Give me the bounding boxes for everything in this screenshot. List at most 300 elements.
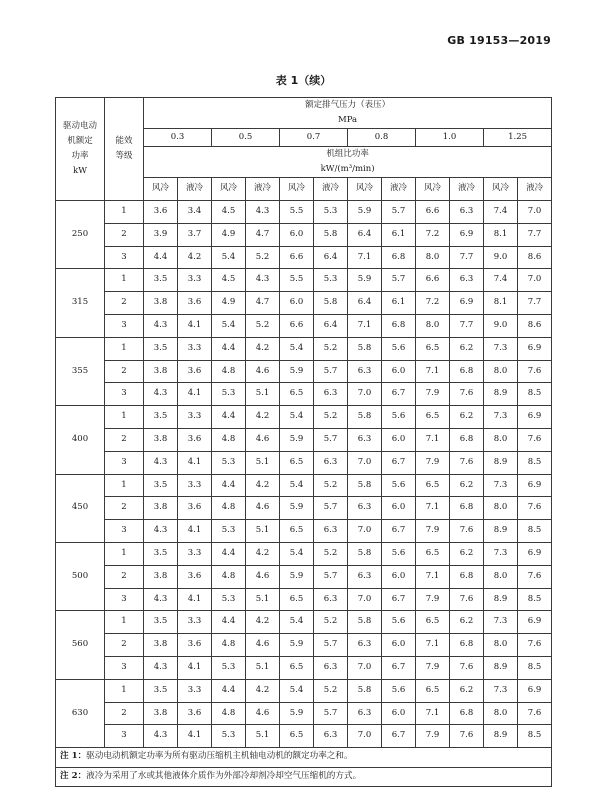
value-cell: 5.2	[314, 337, 348, 360]
value-cell: 5.1	[246, 588, 280, 611]
table-row	[56, 246, 552, 269]
power-cell: 315	[56, 269, 105, 337]
value-cell: 7.7	[518, 223, 552, 246]
value-cell: 3.8	[144, 292, 178, 315]
value-cell: 5.9	[280, 565, 314, 588]
value-cell: 6.3	[314, 451, 348, 474]
table-title: 表 1（续）	[275, 74, 332, 87]
value-cell: 7.1	[348, 246, 382, 269]
value-cell: 6.0	[382, 360, 416, 383]
value-cell: 5.8	[348, 679, 382, 702]
value-cell: 6.3	[450, 269, 484, 292]
value-cell: 6.9	[518, 474, 552, 497]
table-row	[56, 201, 552, 224]
level-cell: 1	[105, 611, 144, 634]
level-cell: 1	[105, 474, 144, 497]
value-cell: 4.2	[246, 611, 280, 634]
value-cell: 4.7	[246, 223, 280, 246]
value-cell: 7.1	[416, 497, 450, 520]
value-cell: 5.3	[212, 725, 246, 748]
value-cell: 5.2	[314, 542, 348, 565]
value-cell: 6.6	[416, 201, 450, 224]
value-cell: 5.2	[314, 474, 348, 497]
value-cell: 3.8	[144, 565, 178, 588]
value-cell: 4.4	[212, 542, 246, 565]
cooling-type-header: 液冷	[518, 178, 552, 201]
value-cell: 6.9	[518, 542, 552, 565]
value-cell: 6.2	[450, 679, 484, 702]
value-cell: 6.5	[416, 542, 450, 565]
value-cell: 5.6	[382, 337, 416, 360]
value-cell: 8.0	[416, 314, 450, 337]
value-cell: 6.0	[382, 497, 416, 520]
level-cell: 2	[105, 428, 144, 451]
value-cell: 6.9	[450, 223, 484, 246]
value-cell: 5.2	[246, 314, 280, 337]
value-cell: 6.9	[518, 679, 552, 702]
table-row	[56, 292, 552, 315]
pressure-header-unit: MPa	[338, 115, 358, 125]
value-cell: 4.2	[246, 679, 280, 702]
value-cell: 5.9	[280, 360, 314, 383]
power-cell: 560	[56, 611, 105, 679]
value-cell: 3.5	[144, 269, 178, 292]
value-cell: 3.6	[178, 292, 212, 315]
value-cell: 5.3	[212, 451, 246, 474]
table-notes	[56, 748, 552, 787]
table-row	[56, 451, 552, 474]
value-cell: 3.3	[178, 269, 212, 292]
value-cell: 5.9	[280, 634, 314, 657]
standard-code: GB 19153—2019	[447, 34, 551, 47]
value-cell: 7.6	[518, 428, 552, 451]
table-row	[56, 474, 552, 497]
table-row	[56, 337, 552, 360]
level-cell: 3	[105, 383, 144, 406]
value-cell: 6.3	[314, 656, 348, 679]
value-cell: 6.0	[280, 292, 314, 315]
value-cell: 4.1	[178, 383, 212, 406]
value-cell: 5.8	[348, 474, 382, 497]
value-cell: 6.5	[280, 725, 314, 748]
value-cell: 4.6	[246, 428, 280, 451]
value-cell: 8.9	[484, 451, 518, 474]
value-cell: 3.7	[178, 223, 212, 246]
value-cell: 4.6	[246, 360, 280, 383]
value-cell: 3.8	[144, 497, 178, 520]
cooling-type-header: 风冷	[484, 178, 518, 201]
cooling-type-header: 液冷	[246, 178, 280, 201]
table-row	[56, 542, 552, 565]
pressure-value: 1.25	[484, 129, 552, 147]
value-cell: 7.3	[484, 542, 518, 565]
value-cell: 4.8	[212, 360, 246, 383]
value-cell: 7.9	[416, 383, 450, 406]
value-cell: 4.2	[246, 542, 280, 565]
value-cell: 6.1	[382, 223, 416, 246]
value-cell: 5.8	[314, 223, 348, 246]
value-cell: 5.2	[314, 679, 348, 702]
value-cell: 5.5	[280, 201, 314, 224]
level-cell: 1	[105, 269, 144, 292]
value-cell: 7.7	[518, 292, 552, 315]
note-label: 注 2：	[60, 770, 87, 781]
note-row	[56, 767, 552, 787]
table-header	[56, 98, 552, 201]
value-cell: 7.1	[348, 314, 382, 337]
value-cell: 8.5	[518, 725, 552, 748]
value-cell: 6.9	[450, 292, 484, 315]
value-cell: 4.3	[144, 451, 178, 474]
value-cell: 7.0	[348, 588, 382, 611]
value-cell: 5.3	[212, 588, 246, 611]
header-row-pressure	[56, 98, 552, 129]
level-cell: 2	[105, 702, 144, 725]
value-cell: 6.9	[518, 611, 552, 634]
cooling-type-header: 液冷	[178, 178, 212, 201]
value-cell: 5.4	[280, 474, 314, 497]
cooling-type-header: 液冷	[450, 178, 484, 201]
level-cell: 1	[105, 542, 144, 565]
value-cell: 5.2	[314, 611, 348, 634]
level-cell: 3	[105, 314, 144, 337]
value-cell: 8.9	[484, 588, 518, 611]
value-cell: 3.8	[144, 702, 178, 725]
value-cell: 7.3	[484, 337, 518, 360]
level-cell: 3	[105, 451, 144, 474]
value-cell: 4.8	[212, 428, 246, 451]
value-cell: 4.1	[178, 314, 212, 337]
value-cell: 6.2	[450, 611, 484, 634]
value-cell: 6.3	[348, 360, 382, 383]
value-cell: 5.9	[348, 201, 382, 224]
value-cell: 4.1	[178, 520, 212, 543]
power-cell: 630	[56, 679, 105, 747]
value-cell: 4.1	[178, 656, 212, 679]
power-cell: 450	[56, 474, 105, 542]
value-cell: 7.9	[416, 588, 450, 611]
value-cell: 5.4	[212, 246, 246, 269]
value-cell: 6.8	[450, 634, 484, 657]
value-cell: 3.3	[178, 542, 212, 565]
value-cell: 4.3	[144, 520, 178, 543]
value-cell: 6.7	[382, 520, 416, 543]
value-cell: 6.8	[382, 314, 416, 337]
value-cell: 5.1	[246, 383, 280, 406]
value-cell: 7.7	[450, 314, 484, 337]
value-cell: 7.0	[348, 520, 382, 543]
value-cell: 6.3	[314, 725, 348, 748]
value-cell: 8.0	[484, 360, 518, 383]
value-cell: 5.3	[314, 269, 348, 292]
value-cell: 3.6	[178, 702, 212, 725]
level-cell: 2	[105, 360, 144, 383]
value-cell: 3.3	[178, 337, 212, 360]
table-row	[56, 702, 552, 725]
value-cell: 4.6	[246, 702, 280, 725]
value-cell: 6.8	[450, 428, 484, 451]
value-cell: 8.5	[518, 520, 552, 543]
value-cell: 3.3	[178, 406, 212, 429]
pressure-value: 0.8	[348, 129, 416, 147]
cooling-type-header: 风冷	[212, 178, 246, 201]
value-cell: 8.0	[484, 702, 518, 725]
value-cell: 3.5	[144, 337, 178, 360]
level-cell: 3	[105, 725, 144, 748]
level-cell: 3	[105, 520, 144, 543]
value-cell: 5.3	[212, 656, 246, 679]
value-cell: 4.9	[212, 292, 246, 315]
power-ratio-unit: kW/(m³/min)	[320, 164, 375, 174]
value-cell: 6.5	[416, 474, 450, 497]
table-row	[56, 223, 552, 246]
value-cell: 7.1	[416, 428, 450, 451]
value-cell: 6.2	[450, 474, 484, 497]
cooling-type-header: 液冷	[314, 178, 348, 201]
value-cell: 5.4	[280, 337, 314, 360]
value-cell: 9.0	[484, 314, 518, 337]
value-cell: 8.0	[484, 428, 518, 451]
value-cell: 6.7	[382, 656, 416, 679]
value-cell: 6.7	[382, 383, 416, 406]
value-cell: 7.1	[416, 360, 450, 383]
value-cell: 7.0	[348, 656, 382, 679]
value-cell: 7.3	[484, 474, 518, 497]
power-header-line: 驱动电动	[62, 121, 97, 131]
value-cell: 4.6	[246, 634, 280, 657]
value-cell: 7.0	[518, 269, 552, 292]
level-cell: 2	[105, 223, 144, 246]
table-row	[56, 725, 552, 748]
value-cell: 7.9	[416, 656, 450, 679]
value-cell: 5.5	[280, 269, 314, 292]
level-header-line: 能效	[115, 136, 133, 146]
value-cell: 5.6	[382, 406, 416, 429]
power-cell: 355	[56, 337, 105, 405]
value-cell: 4.8	[212, 634, 246, 657]
value-cell: 4.4	[212, 406, 246, 429]
value-cell: 8.0	[416, 246, 450, 269]
value-cell: 7.0	[348, 383, 382, 406]
value-cell: 5.4	[280, 679, 314, 702]
efficiency-table	[55, 97, 552, 787]
value-cell: 4.3	[246, 269, 280, 292]
value-cell: 5.4	[280, 611, 314, 634]
value-cell: 7.9	[416, 451, 450, 474]
value-cell: 6.3	[450, 201, 484, 224]
pressure-value: 0.7	[280, 129, 348, 147]
value-cell: 6.6	[280, 314, 314, 337]
power-header-line: 功率	[71, 151, 89, 161]
value-cell: 7.1	[416, 634, 450, 657]
value-cell: 9.0	[484, 246, 518, 269]
value-cell: 5.1	[246, 520, 280, 543]
value-cell: 3.6	[178, 497, 212, 520]
value-cell: 7.6	[450, 451, 484, 474]
note-text: 驱动电动机额定功率为所有驱动压缩机主机轴电动机的额定功率之和。	[86, 751, 353, 762]
value-cell: 7.6	[518, 497, 552, 520]
pressure-value: 0.5	[212, 129, 280, 147]
cooling-type-header: 风冷	[144, 178, 178, 201]
value-cell: 5.8	[348, 611, 382, 634]
value-cell: 6.5	[280, 383, 314, 406]
value-cell: 6.8	[450, 497, 484, 520]
value-cell: 7.3	[484, 611, 518, 634]
value-cell: 6.3	[314, 588, 348, 611]
value-cell: 5.8	[348, 542, 382, 565]
value-cell: 6.5	[280, 520, 314, 543]
value-cell: 5.7	[314, 565, 348, 588]
level-cell: 1	[105, 679, 144, 702]
table-row	[56, 611, 552, 634]
value-cell: 7.3	[484, 679, 518, 702]
value-cell: 3.8	[144, 360, 178, 383]
pressure-group-header	[144, 98, 552, 129]
value-cell: 7.6	[450, 383, 484, 406]
value-cell: 5.1	[246, 656, 280, 679]
value-cell: 4.4	[212, 611, 246, 634]
table-row	[56, 428, 552, 451]
value-cell: 6.3	[314, 383, 348, 406]
value-cell: 5.2	[314, 406, 348, 429]
value-cell: 8.0	[484, 565, 518, 588]
value-cell: 5.3	[212, 520, 246, 543]
value-cell: 6.7	[382, 588, 416, 611]
cooling-type-header: 风冷	[280, 178, 314, 201]
value-cell: 5.9	[280, 428, 314, 451]
value-cell: 7.2	[416, 292, 450, 315]
value-cell: 6.5	[280, 656, 314, 679]
level-cell: 3	[105, 246, 144, 269]
value-cell: 6.5	[280, 588, 314, 611]
value-cell: 7.6	[518, 634, 552, 657]
value-cell: 6.5	[416, 406, 450, 429]
value-cell: 5.1	[246, 725, 280, 748]
value-cell: 3.9	[144, 223, 178, 246]
value-cell: 8.5	[518, 451, 552, 474]
table-row	[56, 497, 552, 520]
value-cell: 3.8	[144, 634, 178, 657]
table-row	[56, 360, 552, 383]
table-body	[56, 201, 552, 748]
value-cell: 6.2	[450, 406, 484, 429]
value-cell: 5.2	[246, 246, 280, 269]
value-cell: 6.3	[348, 634, 382, 657]
value-cell: 6.4	[314, 314, 348, 337]
pressure-value: 0.3	[144, 129, 212, 147]
value-cell: 4.3	[144, 656, 178, 679]
value-cell: 4.3	[246, 201, 280, 224]
value-cell: 4.5	[212, 201, 246, 224]
value-cell: 4.2	[246, 406, 280, 429]
table-row	[56, 406, 552, 429]
value-cell: 5.8	[348, 406, 382, 429]
value-cell: 3.6	[178, 428, 212, 451]
value-cell: 4.4	[212, 679, 246, 702]
value-cell: 4.2	[178, 246, 212, 269]
cooling-type-header: 风冷	[416, 178, 450, 201]
value-cell: 7.4	[484, 201, 518, 224]
table-row	[56, 383, 552, 406]
value-cell: 7.9	[416, 520, 450, 543]
value-cell: 7.0	[348, 725, 382, 748]
value-cell: 5.7	[314, 634, 348, 657]
value-cell: 3.4	[178, 201, 212, 224]
value-cell: 7.6	[518, 565, 552, 588]
value-cell: 7.0	[348, 451, 382, 474]
value-cell: 4.3	[144, 725, 178, 748]
value-cell: 6.5	[416, 337, 450, 360]
note-cell	[56, 767, 552, 787]
value-cell: 5.9	[348, 269, 382, 292]
value-cell: 5.4	[280, 542, 314, 565]
power-cell: 250	[56, 201, 105, 269]
value-cell: 8.5	[518, 656, 552, 679]
value-cell: 8.9	[484, 656, 518, 679]
value-cell: 7.3	[484, 406, 518, 429]
value-cell: 6.3	[314, 520, 348, 543]
value-cell: 5.9	[280, 702, 314, 725]
value-cell: 6.0	[382, 702, 416, 725]
table-row	[56, 520, 552, 543]
table-row	[56, 656, 552, 679]
value-cell: 4.2	[246, 474, 280, 497]
value-cell: 6.0	[382, 428, 416, 451]
value-cell: 8.9	[484, 520, 518, 543]
value-cell: 7.6	[450, 725, 484, 748]
value-cell: 3.3	[178, 679, 212, 702]
value-cell: 6.0	[382, 565, 416, 588]
value-cell: 7.2	[416, 223, 450, 246]
value-cell: 6.9	[518, 406, 552, 429]
value-cell: 4.4	[144, 246, 178, 269]
value-cell: 4.7	[246, 292, 280, 315]
value-cell: 7.6	[518, 702, 552, 725]
note-text: 液冷为采用了水或其他液体介质作为外部冷却剂冷却空气压缩机的方式。	[86, 770, 362, 781]
level-column-header	[105, 98, 144, 201]
value-cell: 6.3	[348, 565, 382, 588]
value-cell: 4.8	[212, 702, 246, 725]
value-cell: 6.8	[382, 246, 416, 269]
value-cell: 5.6	[382, 679, 416, 702]
value-cell: 8.1	[484, 223, 518, 246]
value-cell: 8.9	[484, 383, 518, 406]
value-cell: 6.6	[280, 246, 314, 269]
value-cell: 6.2	[450, 337, 484, 360]
value-cell: 7.1	[416, 702, 450, 725]
value-cell: 7.0	[518, 201, 552, 224]
value-cell: 6.8	[450, 702, 484, 725]
value-cell: 8.5	[518, 588, 552, 611]
value-cell: 8.0	[484, 634, 518, 657]
level-cell: 1	[105, 201, 144, 224]
power-cell: 500	[56, 542, 105, 610]
value-cell: 5.3	[314, 201, 348, 224]
value-cell: 6.7	[382, 725, 416, 748]
level-cell: 2	[105, 497, 144, 520]
value-cell: 3.6	[178, 634, 212, 657]
table-row	[56, 269, 552, 292]
level-cell: 3	[105, 656, 144, 679]
value-cell: 5.4	[212, 314, 246, 337]
cooling-type-header: 液冷	[382, 178, 416, 201]
value-cell: 3.5	[144, 542, 178, 565]
pressure-value: 1.0	[416, 129, 484, 147]
level-cell: 2	[105, 634, 144, 657]
value-cell: 5.6	[382, 474, 416, 497]
value-cell: 5.9	[280, 497, 314, 520]
cooling-type-header: 风冷	[348, 178, 382, 201]
